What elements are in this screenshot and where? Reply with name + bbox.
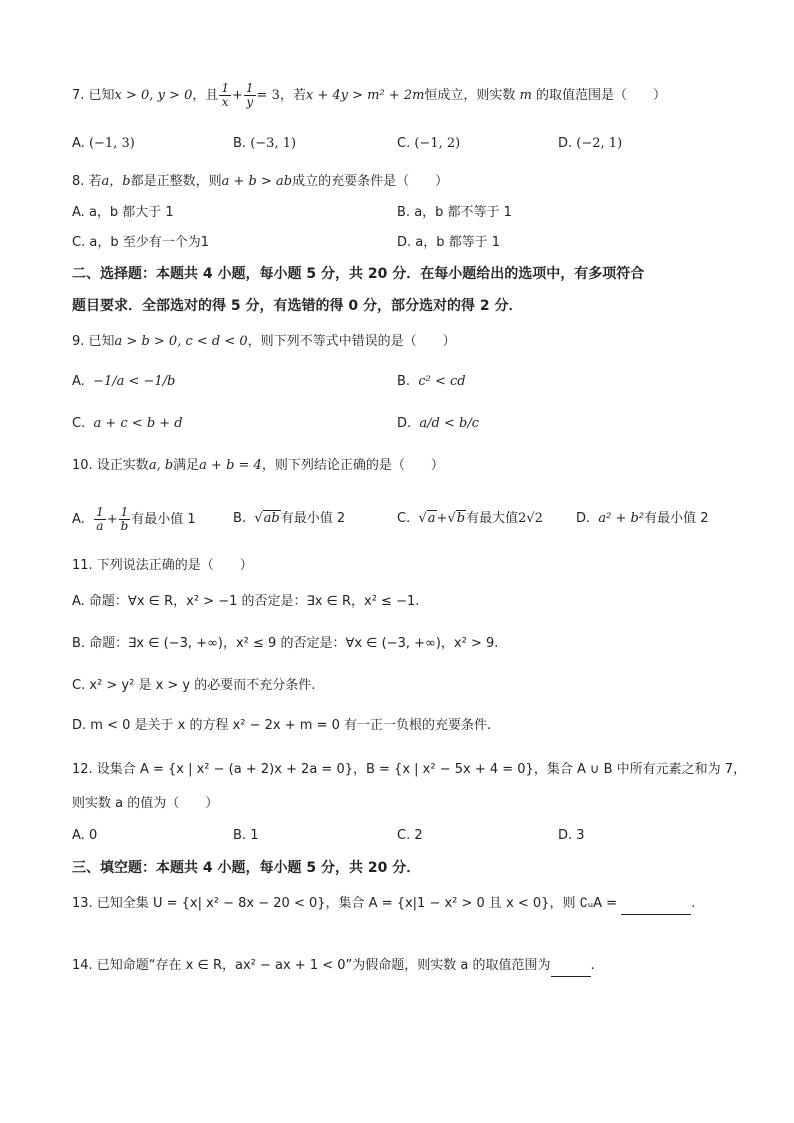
q9-option-d[interactable] <box>397 414 479 434</box>
option-label: B. <box>397 205 411 220</box>
q7-inequality: x + 4y > m² + 2m <box>305 88 425 103</box>
option-label: C. <box>72 416 86 431</box>
option-label: C. <box>397 511 411 526</box>
option-label: D. <box>558 136 573 151</box>
option-value: 1 <box>250 828 259 843</box>
question-14 <box>72 956 595 977</box>
q9-tail: ，则下列不等式中错误的是（ ） <box>247 334 456 349</box>
question-12-stem-cont: 则实数 a 的值为（ ） <box>72 796 219 811</box>
option-text: a，b 都大于 1 <box>88 205 174 220</box>
option-value: (−2, 1) <box>576 136 623 151</box>
option-label: D. <box>576 511 591 526</box>
option-label: A. <box>72 374 85 389</box>
option-value: (−3, 1) <box>250 136 297 151</box>
option-label: C. <box>72 235 86 250</box>
q10-tail: ，则下列结论正确的是（ ） <box>261 458 444 473</box>
option-text: 有最小值 2 <box>280 511 346 526</box>
section-3-heading: 三、填空题：本题共 4 小题，每小题 5 分，共 20 分． <box>72 860 421 876</box>
section-2-heading: 二、选择题：本题共 4 小题，每小题 5 分，共 20 分．在每小题给出的选项中，有多项符合 <box>72 266 645 282</box>
frac-numerator: 1 <box>221 81 229 95</box>
question-10-stem <box>72 456 444 476</box>
q10-vars: a, b <box>148 458 174 473</box>
option-label: B. <box>233 828 247 843</box>
q9-option-c[interactable] <box>72 414 183 434</box>
q7-option-d[interactable] <box>558 134 622 154</box>
q11-option-b[interactable]: B. 命题：∃x ∈ (−3, +∞)，x² ≤ 9 的否定是：∀x ∈ (−3, +∞)，x² > 9. <box>72 636 499 651</box>
option-text: a，b 至少有一个为1 <box>89 235 209 250</box>
q7-frac-1y <box>244 82 256 109</box>
option-value: 2 <box>414 828 423 843</box>
option-math: a/d < b/c <box>419 416 480 431</box>
option-label: A. <box>72 136 85 151</box>
q9-stem-text: 9. 已知 <box>72 334 115 349</box>
q9-option-a[interactable] <box>72 372 175 392</box>
q12-option-b[interactable] <box>233 826 258 846</box>
question-12-stem: 12. 设集合 A = {x | x² − (a + 2)x + 2a = 0}，B = {x | x² − 5x + 4 = 0}，集合 A ∪ B 中所有元素之和为 7， <box>72 762 747 777</box>
option-math: c² < cd <box>418 374 466 389</box>
q10-condition: a + b = 4 <box>199 458 262 473</box>
option-text: 有最小值 1 <box>131 512 196 527</box>
q7-option-a[interactable] <box>72 134 135 154</box>
option-label: C. <box>397 136 411 151</box>
q14-text: 14. 已知命题“存在 x ∈ R，ax² − ax + 1 < 0”为假命题，则实数 a 的取值范围为 <box>72 958 551 973</box>
frac-denominator: x <box>221 95 229 109</box>
q7-stem-text: 7. 已知 <box>72 88 115 103</box>
question-7-stem: 7. 已知x > 0, y > 0，且 $\frac{1}{x}$ + $\frac{1}{y}$ = 3，若x + 4y > m² + 2m恒成立，则实数 m 的取值范围是（ ） <box>72 81 667 109</box>
q8-stem-text: 8. 若 <box>72 174 102 189</box>
option-math: a² + b² <box>598 511 645 526</box>
q14-answer-blank[interactable] <box>551 956 591 977</box>
q9-condition: a > b > 0, c < d < 0 <box>114 334 248 349</box>
question-13 <box>72 894 695 915</box>
q7-mid2: ，若 <box>279 88 306 103</box>
option-label: D. <box>397 416 412 431</box>
frac-numerator: 1 <box>245 81 254 95</box>
q8-option-d[interactable] <box>397 233 500 253</box>
option-label: B. <box>397 374 411 389</box>
q7-option-b[interactable] <box>233 134 296 154</box>
q7-frac-1x <box>219 82 231 109</box>
q10-option-a[interactable]: A. $\frac{1}{a}$ + $\frac{1}{b}$ 有最小值 1 <box>72 505 196 533</box>
option-label: C. <box>397 828 411 843</box>
question-9-stem <box>72 332 456 352</box>
q10-stem-text: 10. 设正实数 <box>72 458 149 473</box>
option-math: −1/a < −1/b <box>93 374 176 389</box>
option-math: a + c < b + d <box>93 416 183 431</box>
q9-option-b[interactable] <box>397 372 466 392</box>
q13-text: 13. 已知全集 U = {x| x² − 8x − 20 < 0}，集合 A = {x|1 − x² > 0 且 x < 0}，则 ∁ᵤA = <box>72 896 618 911</box>
q10-option-d[interactable] <box>576 509 708 529</box>
q8-mid: 都是正整数，则 <box>130 174 222 189</box>
q8-inequality: a + b > ab <box>221 174 293 189</box>
option-text: 有最大值 <box>466 511 519 526</box>
section-2-heading-cont: 题目要求．全部选对的得 5 分，有选错的得 0 分，部分选对的得 2 分． <box>72 298 523 314</box>
option-text: a，b 都不等于 1 <box>414 205 512 220</box>
option-value: (−1, 2) <box>414 136 461 151</box>
q8-option-b[interactable] <box>397 203 512 223</box>
q8-option-a[interactable] <box>72 203 174 223</box>
q12-option-c[interactable] <box>397 826 423 846</box>
frac-1b: $\frac{1}{b}$ <box>120 505 129 533</box>
q8-vars: a，b <box>101 174 131 189</box>
question-11-stem: 11. 下列说法正确的是（ ） <box>72 558 253 573</box>
q13-end: . <box>691 896 696 911</box>
frac-1a: $\frac{1}{a}$ <box>96 505 104 533</box>
option-label: A. <box>72 828 85 843</box>
option-value: (−1, 3) <box>88 136 135 151</box>
option-label: D. <box>558 828 573 843</box>
option-label: A. <box>72 512 85 527</box>
q12-option-a[interactable] <box>72 826 97 846</box>
option-text: a，b 都等于 1 <box>415 235 501 250</box>
q7-condition: x > 0, y > 0 <box>114 88 193 103</box>
option-value: 2√2 <box>518 511 543 526</box>
q7-tail: 恒成立，则实数 <box>424 88 516 103</box>
q7-var: m <box>519 88 532 103</box>
q11-option-c[interactable]: C. x² > y² 是 x > y 的必要而不充分条件. <box>72 678 316 693</box>
option-label: B. <box>233 511 247 526</box>
q14-end: . <box>590 958 595 973</box>
q7-equals: = 3 <box>256 88 280 103</box>
q7-mid1: ，且 <box>192 88 219 103</box>
q10-option-c[interactable]: C. √a+√b有最大值2√2 <box>397 511 543 526</box>
option-value: 3 <box>576 828 585 843</box>
q7-option-c[interactable] <box>397 134 460 154</box>
q11-option-a[interactable]: A. 命题：∀x ∈ R，x² > −1 的否定是：∃x ∈ R，x² ≤ −1. <box>72 594 420 609</box>
q8-tail: 成立的充要条件是（ ） <box>292 174 449 189</box>
q10-option-b[interactable]: B. √ab有最小值 2 <box>233 511 346 526</box>
q8-option-c[interactable] <box>72 233 209 253</box>
q11-option-d[interactable]: D. m < 0 是关于 x 的方程 x² − 2x + m = 0 有一正一负根的充要条件. <box>72 718 492 733</box>
frac-denominator: y <box>246 95 254 109</box>
option-label: B. <box>233 136 247 151</box>
option-label: D. <box>397 235 412 250</box>
option-label: A. <box>72 205 85 220</box>
question-8-stem <box>72 172 448 192</box>
q7-end: 的取值范围是（ ） <box>536 88 667 103</box>
q12-option-d[interactable] <box>558 826 585 846</box>
option-text: 有最小值 2 <box>644 511 709 526</box>
q10-mid: 满足 <box>173 458 200 473</box>
option-value: 0 <box>88 828 98 843</box>
q13-answer-blank[interactable] <box>621 894 691 915</box>
